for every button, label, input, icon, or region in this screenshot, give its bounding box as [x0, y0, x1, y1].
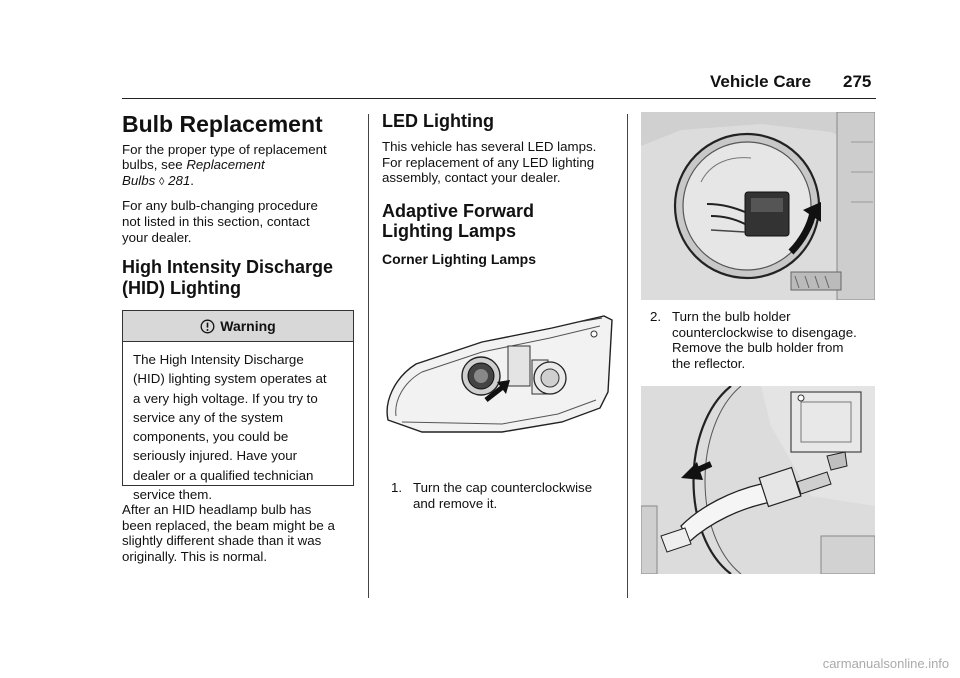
- headlamp-illustration: [382, 312, 614, 440]
- hid-heading-line-1: High Intensity Discharge: [122, 257, 334, 277]
- step-1: [391, 480, 621, 514]
- running-header-section: Vehicle Care: [710, 72, 812, 91]
- warning-box: [122, 310, 354, 503]
- header-rule: [122, 98, 876, 99]
- step-2-line-3: Remove the bulb holder from: [672, 340, 844, 355]
- step-number: 1.: [391, 480, 403, 495]
- after-line-2: been replaced, the beam might be a: [122, 518, 335, 533]
- warning-header: [123, 311, 353, 342]
- step-1-line-1: Turn the cap counterclockwise: [413, 480, 593, 495]
- step-2: [650, 309, 880, 373]
- warning-icon: [200, 319, 215, 334]
- bulb-removal-illustration: [641, 386, 875, 574]
- footer-watermark: carmanualsonline.info: [822, 656, 950, 671]
- page-ref-icon: ◊: [158, 176, 165, 188]
- warning-line: a very high voltage. If you try to: [133, 390, 318, 406]
- cross-reference-link-cont[interactable]: Bulbs: [122, 173, 156, 188]
- bulb-holder-illustration: [641, 112, 875, 300]
- led-line-3: assembly, contact your dealer.: [382, 170, 561, 185]
- warning-line: seriously injured. Have your: [133, 448, 298, 464]
- led-line-2: For replacement of any LED lighting: [382, 155, 595, 170]
- bulb-procedure-line-1: For any bulb-changing procedure: [122, 198, 318, 213]
- warning-line: dealer or a qualified technician: [133, 467, 314, 483]
- step-2-line-2: counterclockwise to disengage.: [672, 324, 857, 340]
- bulb-procedure-line-2: not listed in this section, contact: [122, 214, 310, 229]
- afl-heading-line-2: Lighting Lamps: [382, 221, 516, 241]
- step-1-line-2: and remove it.: [413, 495, 498, 511]
- warning-title: Warning: [220, 318, 276, 334]
- step-2-line-1: Turn the bulb holder: [672, 309, 791, 324]
- led-heading: LED Lighting: [382, 111, 494, 131]
- corner-lighting-heading: Corner Lighting Lamps: [382, 251, 536, 267]
- section-title: Bulb Replacement: [122, 111, 323, 137]
- warning-line: (HID) lighting system operates at: [133, 371, 327, 387]
- warning-body: [123, 342, 353, 504]
- afl-heading-line-1: Adaptive Forward: [382, 201, 535, 221]
- warning-line: The High Intensity Discharge: [133, 352, 304, 367]
- column-divider-1: [368, 114, 369, 598]
- warning-line: service any of the system: [133, 409, 284, 425]
- hid-heading-line-2: (HID) Lighting: [122, 278, 241, 298]
- page-number: 275: [843, 72, 872, 91]
- bulb-procedure-line-3: your dealer.: [122, 230, 192, 245]
- intro-line-3: Bulbs ◊ 281.: [122, 173, 194, 188]
- intro-line-2: bulbs, see Replacement: [122, 157, 265, 172]
- after-line-1: After an HID headlamp bulb has: [122, 502, 312, 517]
- after-line-4: originally. This is normal.: [122, 549, 268, 564]
- after-line-3: slightly different shade than it was: [122, 533, 322, 548]
- step-2-line-4: the reflector.: [672, 355, 746, 371]
- intro-line-1: For the proper type of replacement: [122, 142, 327, 157]
- warning-line: components, you could be: [133, 429, 289, 445]
- warning-line: service them.: [133, 487, 213, 503]
- page-ref-number[interactable]: 281: [168, 173, 191, 188]
- column-divider-2: [627, 114, 628, 598]
- step-number: 2.: [650, 309, 662, 324]
- led-line-1: This vehicle has several LED lamps.: [382, 139, 597, 154]
- cross-reference-link[interactable]: Replacement: [186, 157, 265, 172]
